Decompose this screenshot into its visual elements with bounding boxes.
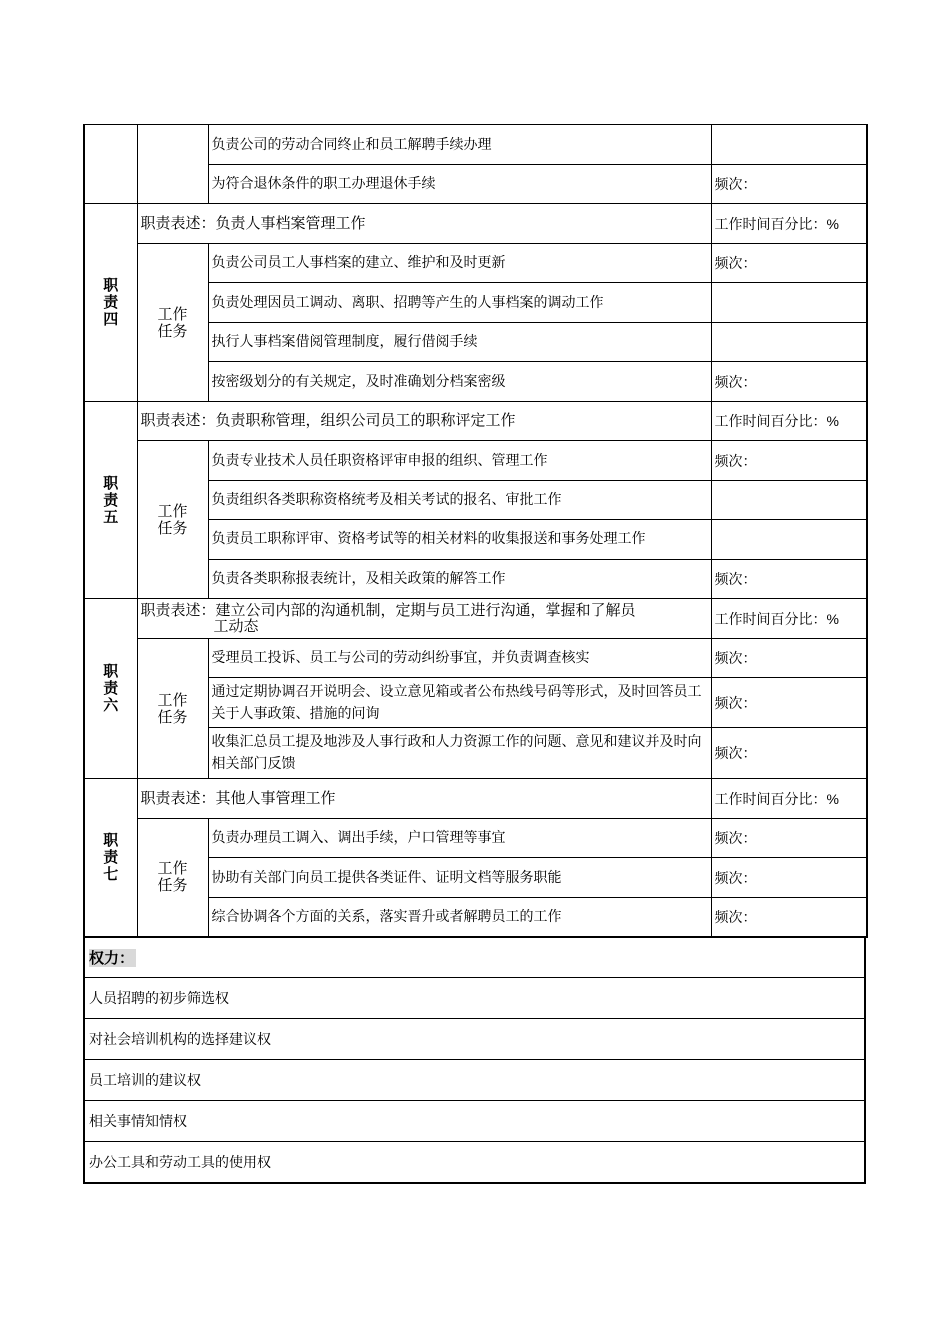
pct-cell: 工作时间百分比：% [711, 204, 867, 244]
power-table [83, 937, 866, 1184]
table-row [84, 938, 865, 978]
duty-label-char: 六 [103, 696, 119, 714]
task-text: 为符合退休条件的职工办理退休手续 [208, 165, 711, 204]
duty-label-char: 职 [103, 830, 119, 849]
duty-description [137, 402, 711, 441]
label-cell-empty [84, 125, 137, 204]
duty-label-5 [84, 402, 137, 599]
duty-label-6 [84, 599, 137, 779]
table-row [84, 244, 867, 283]
duty-label-char: 四 [103, 310, 119, 328]
duty-label-char: 职 [103, 473, 119, 492]
table-row [84, 978, 865, 1019]
duty-label-char: 责 [103, 847, 119, 866]
freq-cell: 频次： [711, 362, 867, 402]
duty-label-char: 责 [103, 490, 119, 509]
power-item: 人员招聘的初步筛选权 [84, 978, 865, 1019]
table-row [84, 204, 867, 244]
table-row [84, 1142, 865, 1184]
desc-prefix: 职责表述： [140, 412, 216, 429]
task-label-line: 工作 [157, 502, 188, 520]
task-label [137, 819, 208, 937]
task-label-line: 工作 [157, 691, 188, 709]
task-label-line: 工作 [157, 305, 188, 323]
freq-cell: 频次： [711, 898, 867, 937]
table-row [84, 441, 867, 481]
desc-prefix: 职责表述： [140, 214, 216, 232]
task-label-line: 工作 [157, 860, 188, 878]
task-text: 受理员工投诉、员工与公司的劳动纠纷事宜，并负责调查核实 [208, 639, 711, 678]
pct-cell: 工作时间百分比：% [711, 402, 867, 441]
freq-cell: 频次： [711, 819, 867, 858]
table-row [84, 1019, 865, 1060]
duty-label-char: 七 [103, 864, 119, 883]
duty-label-char: 职 [103, 662, 119, 680]
task-label-line: 任务 [157, 519, 188, 537]
table-row [84, 779, 867, 819]
task-label-line: 任务 [157, 708, 188, 726]
table-row [84, 819, 867, 858]
freq-cell: 频次： [711, 441, 867, 481]
desc-text-line2: 工动态 [213, 617, 259, 635]
task-text: 协助有关部门向员工提供各类证件、证明文档等服务职能 [208, 858, 711, 898]
task-text: 负责办理员工调入、调出手续，户口管理等事宜 [208, 819, 711, 858]
task-label [137, 639, 208, 779]
task-text: 负责员工职称评审、资格考试等的相关材料的收集报送和事务处理工作 [208, 520, 711, 560]
duty-label-7 [84, 779, 137, 937]
freq-cell: 频次： [711, 639, 867, 678]
task-text: 按密级划分的有关规定，及时准确划分档案密级 [208, 362, 711, 402]
duty-table [83, 124, 868, 938]
freq-cell: 频次： [711, 244, 867, 283]
task-text: 负责各类职称报表统计，及相关政策的解答工作 [208, 560, 711, 599]
freq-cell [711, 283, 867, 323]
freq-cell: 频次： [711, 678, 867, 728]
desc-prefix: 职责表述： [140, 789, 216, 807]
task-text: 综合协调各个方面的关系，落实晋升或者解聘员工的工作 [208, 898, 711, 937]
power-item: 对社会培训机构的选择建议权 [84, 1019, 865, 1060]
duty-description [137, 599, 711, 639]
duty-description [137, 204, 711, 244]
duty-label-4 [84, 204, 137, 402]
task-text: 负责专业技术人员任职资格评审申报的组织、管理工作 [208, 441, 711, 481]
duty-label-char: 责 [103, 293, 119, 311]
table-row [84, 599, 867, 639]
table-row [84, 402, 867, 441]
freq-cell [711, 125, 867, 165]
desc-text: 负责职称管理，组织公司员工的职称评定工作 [215, 412, 516, 429]
task-text: 负责处理因员工调动、离职、招聘等产生的人事档案的调动工作 [208, 283, 711, 323]
power-item: 相关事情知情权 [84, 1101, 865, 1142]
task-label-line: 任务 [157, 322, 188, 340]
desc-text: 负责人事档案管理工作 [215, 214, 366, 232]
freq-cell: 频次： [711, 165, 867, 204]
task-text: 负责公司的劳动合同终止和员工解聘手续办理 [208, 125, 711, 165]
freq-cell: 频次： [711, 728, 867, 779]
freq-cell [711, 520, 867, 560]
duty-label-char: 五 [103, 507, 119, 526]
desc-prefix: 职责表述： [140, 601, 216, 619]
table-row [84, 1060, 865, 1101]
pct-cell: 工作时间百分比：% [711, 599, 867, 639]
freq-cell: 频次： [711, 858, 867, 898]
task-text: 负责组织各类职称资格统考及相关考试的报名、审批工作 [208, 481, 711, 520]
freq-cell: 频次： [711, 560, 867, 599]
power-title [84, 938, 865, 978]
task-label [137, 244, 208, 402]
task-text: 收集汇总员工提及地涉及人事行政和人力资源工作的问题、意见和建议并及时向相关部门反馈 [208, 728, 711, 779]
power-item: 员工培训的建议权 [84, 1060, 865, 1101]
table-row [84, 125, 867, 165]
task-label-line: 任务 [157, 877, 188, 895]
freq-cell [711, 323, 867, 362]
table-row [84, 1101, 865, 1142]
desc-text: 建立公司内部的沟通机制，定期与员工进行沟通，掌握和了解员 [215, 601, 636, 619]
power-item: 办公工具和劳动工具的使用权 [84, 1142, 865, 1184]
pct-cell: 工作时间百分比：% [711, 779, 867, 819]
task-text: 通过定期协调召开说明会、设立意见箱或者公布热线号码等形式，及时回答员工关于人事政策、措施的问询 [208, 678, 711, 728]
duty-label-char: 职 [103, 276, 119, 294]
task-label [137, 441, 208, 599]
desc-text: 其他人事管理工作 [215, 789, 336, 807]
duty-label-char: 责 [103, 679, 119, 697]
duty-description [137, 779, 711, 819]
power-title-text: 权力： [89, 949, 135, 967]
sub-label-cell-empty [137, 125, 208, 204]
task-text: 执行人事档案借阅管理制度，履行借阅手续 [208, 323, 711, 362]
task-text: 负责公司员工人事档案的建立、维护和及时更新 [208, 244, 711, 283]
freq-cell [711, 481, 867, 520]
table-row [84, 639, 867, 678]
